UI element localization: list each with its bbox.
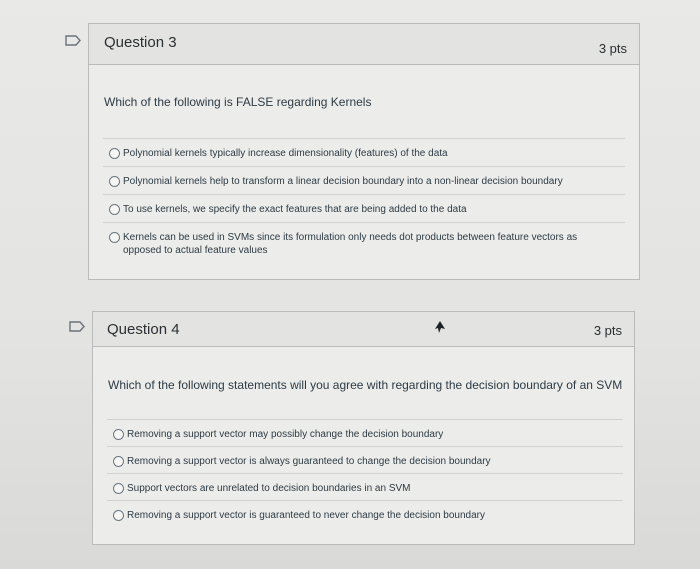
answer-label: Kernels can be used in SVMs since its formulation only needs dot products between feature vectors as opposed to actual feature values xyxy=(123,232,578,256)
radio-button-icon[interactable] xyxy=(113,456,124,467)
answer-label: Removing a support vector may possibly change the decision boundary xyxy=(127,429,444,440)
answer-option[interactable] xyxy=(107,473,623,500)
radio-button-icon[interactable] xyxy=(109,176,120,187)
answer-label: Removing a support vector is always guaranteed to change the decision boundary xyxy=(127,456,491,467)
question-4-title: Question 4 xyxy=(107,321,180,338)
question-3-prompt: Which of the following is FALSE regarding Kernels xyxy=(104,95,372,109)
radio-button-icon[interactable] xyxy=(113,483,124,494)
answer-label: To use kernels, we specify the exact features that are being added to the data xyxy=(123,204,467,215)
answer-option[interactable] xyxy=(103,138,625,166)
answer-option[interactable] xyxy=(107,500,623,530)
answer-option[interactable] xyxy=(103,166,625,194)
question-4-card xyxy=(92,311,635,545)
radio-button-icon[interactable] xyxy=(109,148,120,159)
question-3-points: 3 pts xyxy=(598,41,627,56)
question-4-prompt: Which of the following statements will you agree with regarding the decision boundary of an SVM xyxy=(108,378,623,392)
answer-label: Removing a support vector is guaranteed to never change the decision boundary xyxy=(127,510,486,521)
flag-question-4-icon[interactable] xyxy=(69,321,85,332)
answer-option[interactable] xyxy=(103,194,625,222)
question-4-answers xyxy=(107,419,623,530)
question-3-title: Question 3 xyxy=(104,34,177,51)
flag-question-3-icon[interactable] xyxy=(65,35,81,46)
answer-label: Polynomial kernels help to transform a linear decision boundary into a non-linear decision boundary xyxy=(123,176,563,187)
answer-option[interactable] xyxy=(103,222,625,264)
mouse-pointer-icon xyxy=(435,321,445,333)
radio-button-icon[interactable] xyxy=(113,510,124,521)
radio-button-icon[interactable] xyxy=(113,429,124,440)
question-3-card xyxy=(88,23,640,280)
question-3-header xyxy=(89,24,639,65)
question-4-header xyxy=(93,312,634,347)
question-4-points: 3 pts xyxy=(593,323,622,338)
answer-option[interactable] xyxy=(107,446,623,473)
question-3-answers xyxy=(103,138,625,264)
radio-button-icon[interactable] xyxy=(109,204,120,215)
answer-option[interactable] xyxy=(107,419,623,446)
radio-button-icon[interactable] xyxy=(109,232,120,243)
answer-label: Polynomial kernels typically increase dimensionality (features) of the data xyxy=(123,148,448,159)
answer-label: Support vectors are unrelated to decision boundaries in an SVM xyxy=(127,483,411,494)
